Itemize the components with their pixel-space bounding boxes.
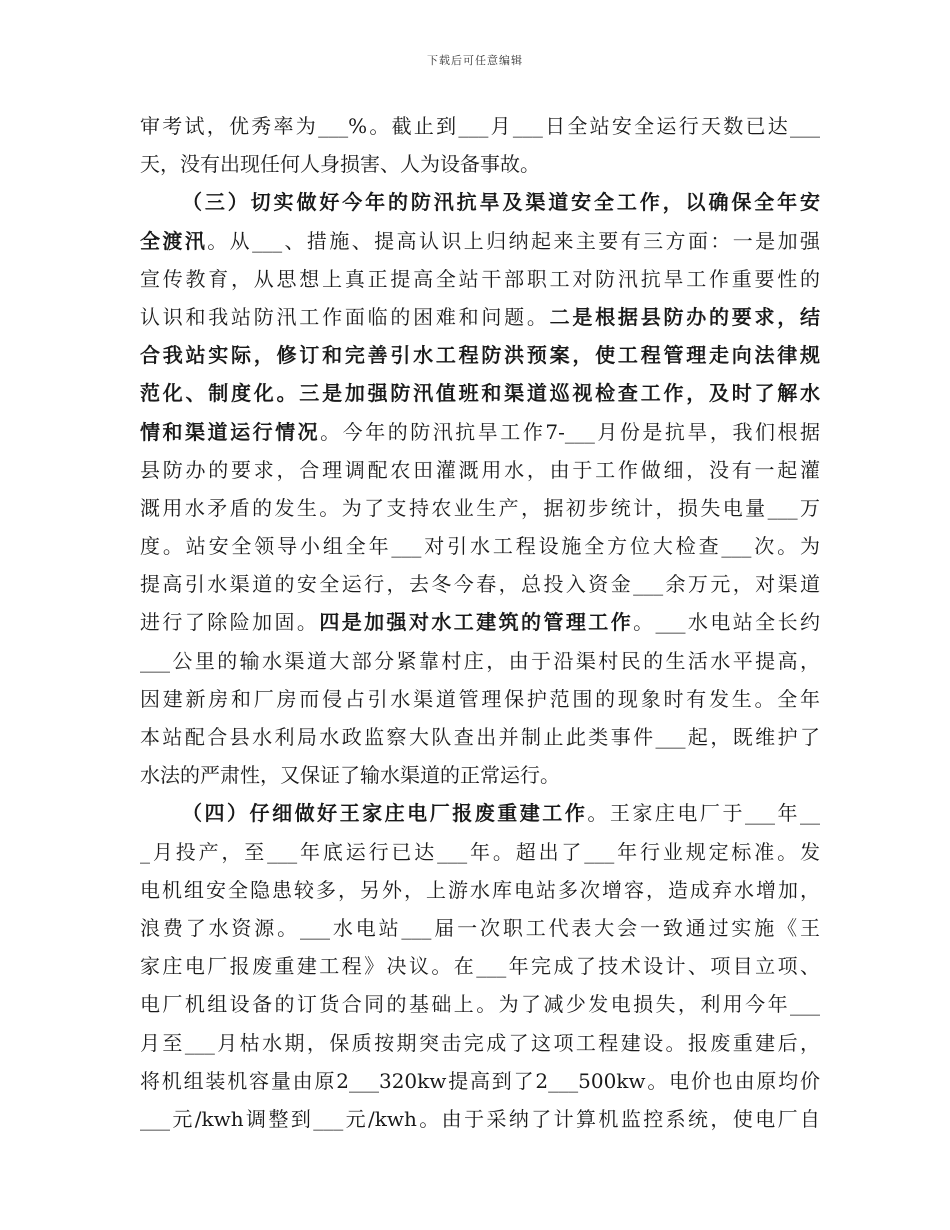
bold-run: 合我站实际，修订和完善引水工程防洪预案，使工程管理走向法律规 xyxy=(140,343,820,368)
text-run: 电机组安全隐患较多，另外，上游水库电站多次增容，造成弃水增加， xyxy=(140,877,820,902)
text-run: ___公里的输水渠道大部分紧靠村庄，由于沿渠村民的生活水平提高， xyxy=(140,648,820,673)
text-line xyxy=(140,565,820,603)
text-run: 月至___月枯水期，保质按期突击完成了这项工程建设。报废重建后， xyxy=(140,1030,820,1055)
text-run: 审考试，优秀率为___%。截止到___月___日全站安全运行天数已达___ xyxy=(140,114,820,138)
text-line xyxy=(140,413,820,451)
text-run: 。今年的防汛抗旱工作7-___月份是抗旱，我们根据 xyxy=(320,419,821,444)
text-line xyxy=(140,909,820,947)
text-line xyxy=(140,985,820,1023)
text-line xyxy=(140,107,820,145)
text-run: 浪费了水资源。___水电站___届一次职工代表大会一致通过实施《王 xyxy=(140,915,820,940)
section-heading-line xyxy=(140,794,820,832)
text-line xyxy=(140,871,820,909)
text-run: 度。站安全领导小组全年___对引水工程设施全方位大检查___次。为 xyxy=(140,534,820,559)
text-line xyxy=(140,680,820,718)
bold-run: 情和渠道运行情况 xyxy=(140,419,321,444)
text-line xyxy=(140,260,820,298)
text-run: 。___水电站全长约 xyxy=(633,610,821,635)
section-heading: （四）仔细做好王家庄电厂报废重建工作 xyxy=(182,801,588,826)
text-line xyxy=(140,1024,820,1062)
text-line xyxy=(140,222,820,260)
text-line xyxy=(140,833,820,871)
text-line xyxy=(140,603,820,641)
page-header-note: 下载后可任意编辑 xyxy=(427,54,523,67)
text-line xyxy=(140,1062,820,1100)
body-text xyxy=(140,107,820,1138)
text-run: _月投产，至___年底运行已达___年。超出了___年行业规定标准。发 xyxy=(140,839,820,864)
bold-run: 四是加强对水工建筑的管理工作 xyxy=(319,610,634,635)
text-line xyxy=(140,336,820,374)
text-run: 认识和我站防汛工作面临的困难和问题。 xyxy=(140,304,550,329)
text-run: 。从___、措施、提高认识上归纳起来主要有三方面：一是加强 xyxy=(207,228,821,253)
section-heading: （三）切实做好今年的防汛抗旱及渠道安全工作，以确保全年安 xyxy=(182,190,820,215)
text-run: ___元/kwh调整到___元/kwh。由于采纳了计算机监控系统，使电厂自 xyxy=(140,1106,820,1131)
text-line xyxy=(140,489,820,527)
section-heading-line xyxy=(140,183,820,221)
text-run: 电厂机组设备的订货合同的基础上。为了减少发电损失，利用今年___ xyxy=(140,992,820,1017)
text-line xyxy=(140,298,820,336)
text-line xyxy=(140,642,820,680)
text-line xyxy=(140,718,820,756)
text-run: 宣传教育，从思想上真正提高全站干部职工对防汛抗旱工作重要性的 xyxy=(140,266,820,291)
text-run: 水法的严肃性，又保证了输水渠道的正常运行。 xyxy=(140,763,560,788)
text-line xyxy=(140,1100,820,1138)
text-line xyxy=(140,947,820,985)
text-line xyxy=(140,451,820,489)
text-line xyxy=(140,145,820,183)
text-run: 天，没有出现任何人身损害、人为设备事故。 xyxy=(140,152,540,177)
text-line xyxy=(140,756,820,794)
text-run: 本站配合县水利局水政监察大队查出并制止此类事件___起，既维护了 xyxy=(140,725,820,749)
text-run: 县防办的要求，合理调配农田灌溉用水，由于工作做细，没有一起灌 xyxy=(140,457,820,482)
bold-run: 二是根据县防办的要求，结 xyxy=(549,304,821,329)
text-run: 家庄电厂报废重建工程》决议。在___年完成了技术设计、项目立项、 xyxy=(140,954,820,979)
text-run: 。王家庄电厂于___年__ xyxy=(587,801,821,826)
text-line xyxy=(140,374,820,412)
text-run: 提高引水渠道的安全运行，去冬今春，总投入资金___余万元，对渠道 xyxy=(140,572,820,597)
text-run: 溉用水矛盾的发生。为了支持农业生产，据初步统计，损失电量___万 xyxy=(140,495,820,520)
text-run: 进行了除险加固。 xyxy=(140,610,320,635)
bold-run: 范化、制度化。三是加强防汛值班和渠道巡视检查工作，及时了解水 xyxy=(140,381,820,406)
section-heading-continued: 全渡汛 xyxy=(140,228,208,253)
text-run: 因建新房和厂房而侵占引水渠道管理保护范围的现象时有发生。全年 xyxy=(140,686,820,711)
text-line xyxy=(140,527,820,565)
text-run: 将机组装机容量由原2___320kw提高到了2___500kw。电价也由原均价 xyxy=(140,1068,820,1093)
